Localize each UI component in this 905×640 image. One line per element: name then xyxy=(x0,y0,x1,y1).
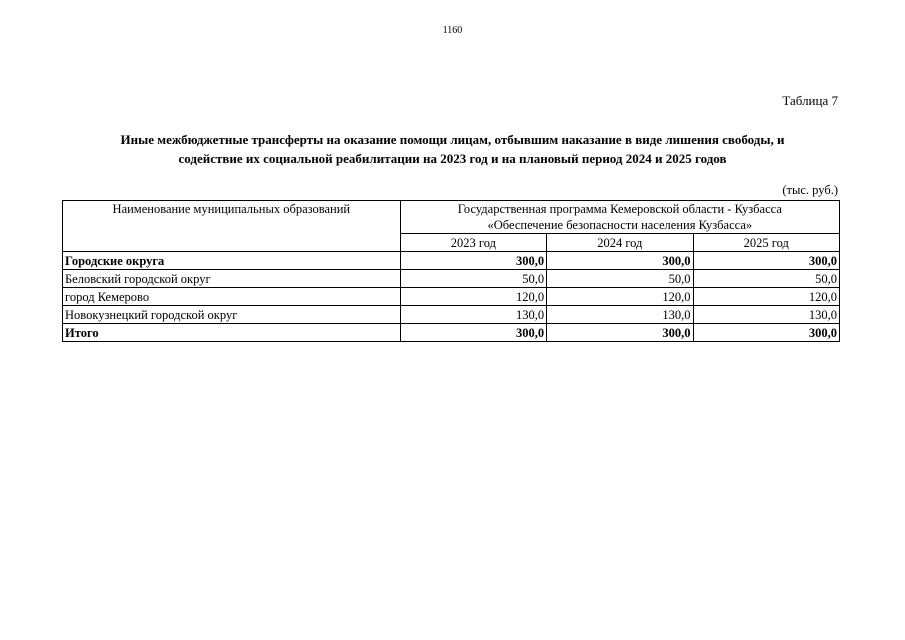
page-number: 1160 xyxy=(442,25,463,36)
row-name: Беловский городской округ xyxy=(63,270,401,288)
program-header-line-2: «Обеспечение безопасности населения Кузбасса» xyxy=(487,218,753,232)
table-label: Таблица 7 xyxy=(782,93,838,108)
program-header-line-1: Государственная программа Кемеровской области - Кузбасса xyxy=(457,202,782,216)
table-row xyxy=(63,288,840,306)
title-line-1: Иные межбюджетные трансферты на оказание помощи лицам, отбывшим наказание в виде лишения свободы, и xyxy=(120,132,785,147)
value-2024: 300,0 xyxy=(547,252,693,270)
title-line-2: содействие их социальной реабилитации на 2023 год и на плановый период 2024 и 2025 годов xyxy=(178,151,727,166)
table-row xyxy=(63,252,840,270)
table-row xyxy=(63,306,840,324)
value-2023: 300,0 xyxy=(400,324,546,342)
value-2023: 50,0 xyxy=(400,270,546,288)
year-header-2024: 2024 год xyxy=(547,234,693,252)
year-header-2025: 2025 год xyxy=(693,234,839,252)
document-title xyxy=(60,130,845,168)
value-2025: 130,0 xyxy=(693,306,839,324)
value-2024: 120,0 xyxy=(547,288,693,306)
row-name: город Кемерово xyxy=(63,288,401,306)
value-2024: 50,0 xyxy=(547,270,693,288)
header-row xyxy=(63,201,840,234)
value-2023: 120,0 xyxy=(400,288,546,306)
value-2023: 130,0 xyxy=(400,306,546,324)
unit-note: (тыс. руб.) xyxy=(782,183,838,197)
value-2023: 300,0 xyxy=(400,252,546,270)
total-row xyxy=(63,324,840,342)
value-2025: 300,0 xyxy=(693,324,839,342)
value-2025: 120,0 xyxy=(693,288,839,306)
value-2024: 300,0 xyxy=(547,324,693,342)
year-header-2023: 2023 год xyxy=(400,234,546,252)
table-row xyxy=(63,270,840,288)
value-2024: 130,0 xyxy=(547,306,693,324)
value-2025: 50,0 xyxy=(693,270,839,288)
value-2025: 300,0 xyxy=(693,252,839,270)
program-column-header xyxy=(400,201,839,234)
name-column-header: Наименование муниципальных образований xyxy=(63,201,401,252)
transfers-table xyxy=(62,200,840,342)
row-name: Итого xyxy=(63,324,401,342)
row-name: Городские округа xyxy=(63,252,401,270)
row-name: Новокузнецкий городской округ xyxy=(63,306,401,324)
